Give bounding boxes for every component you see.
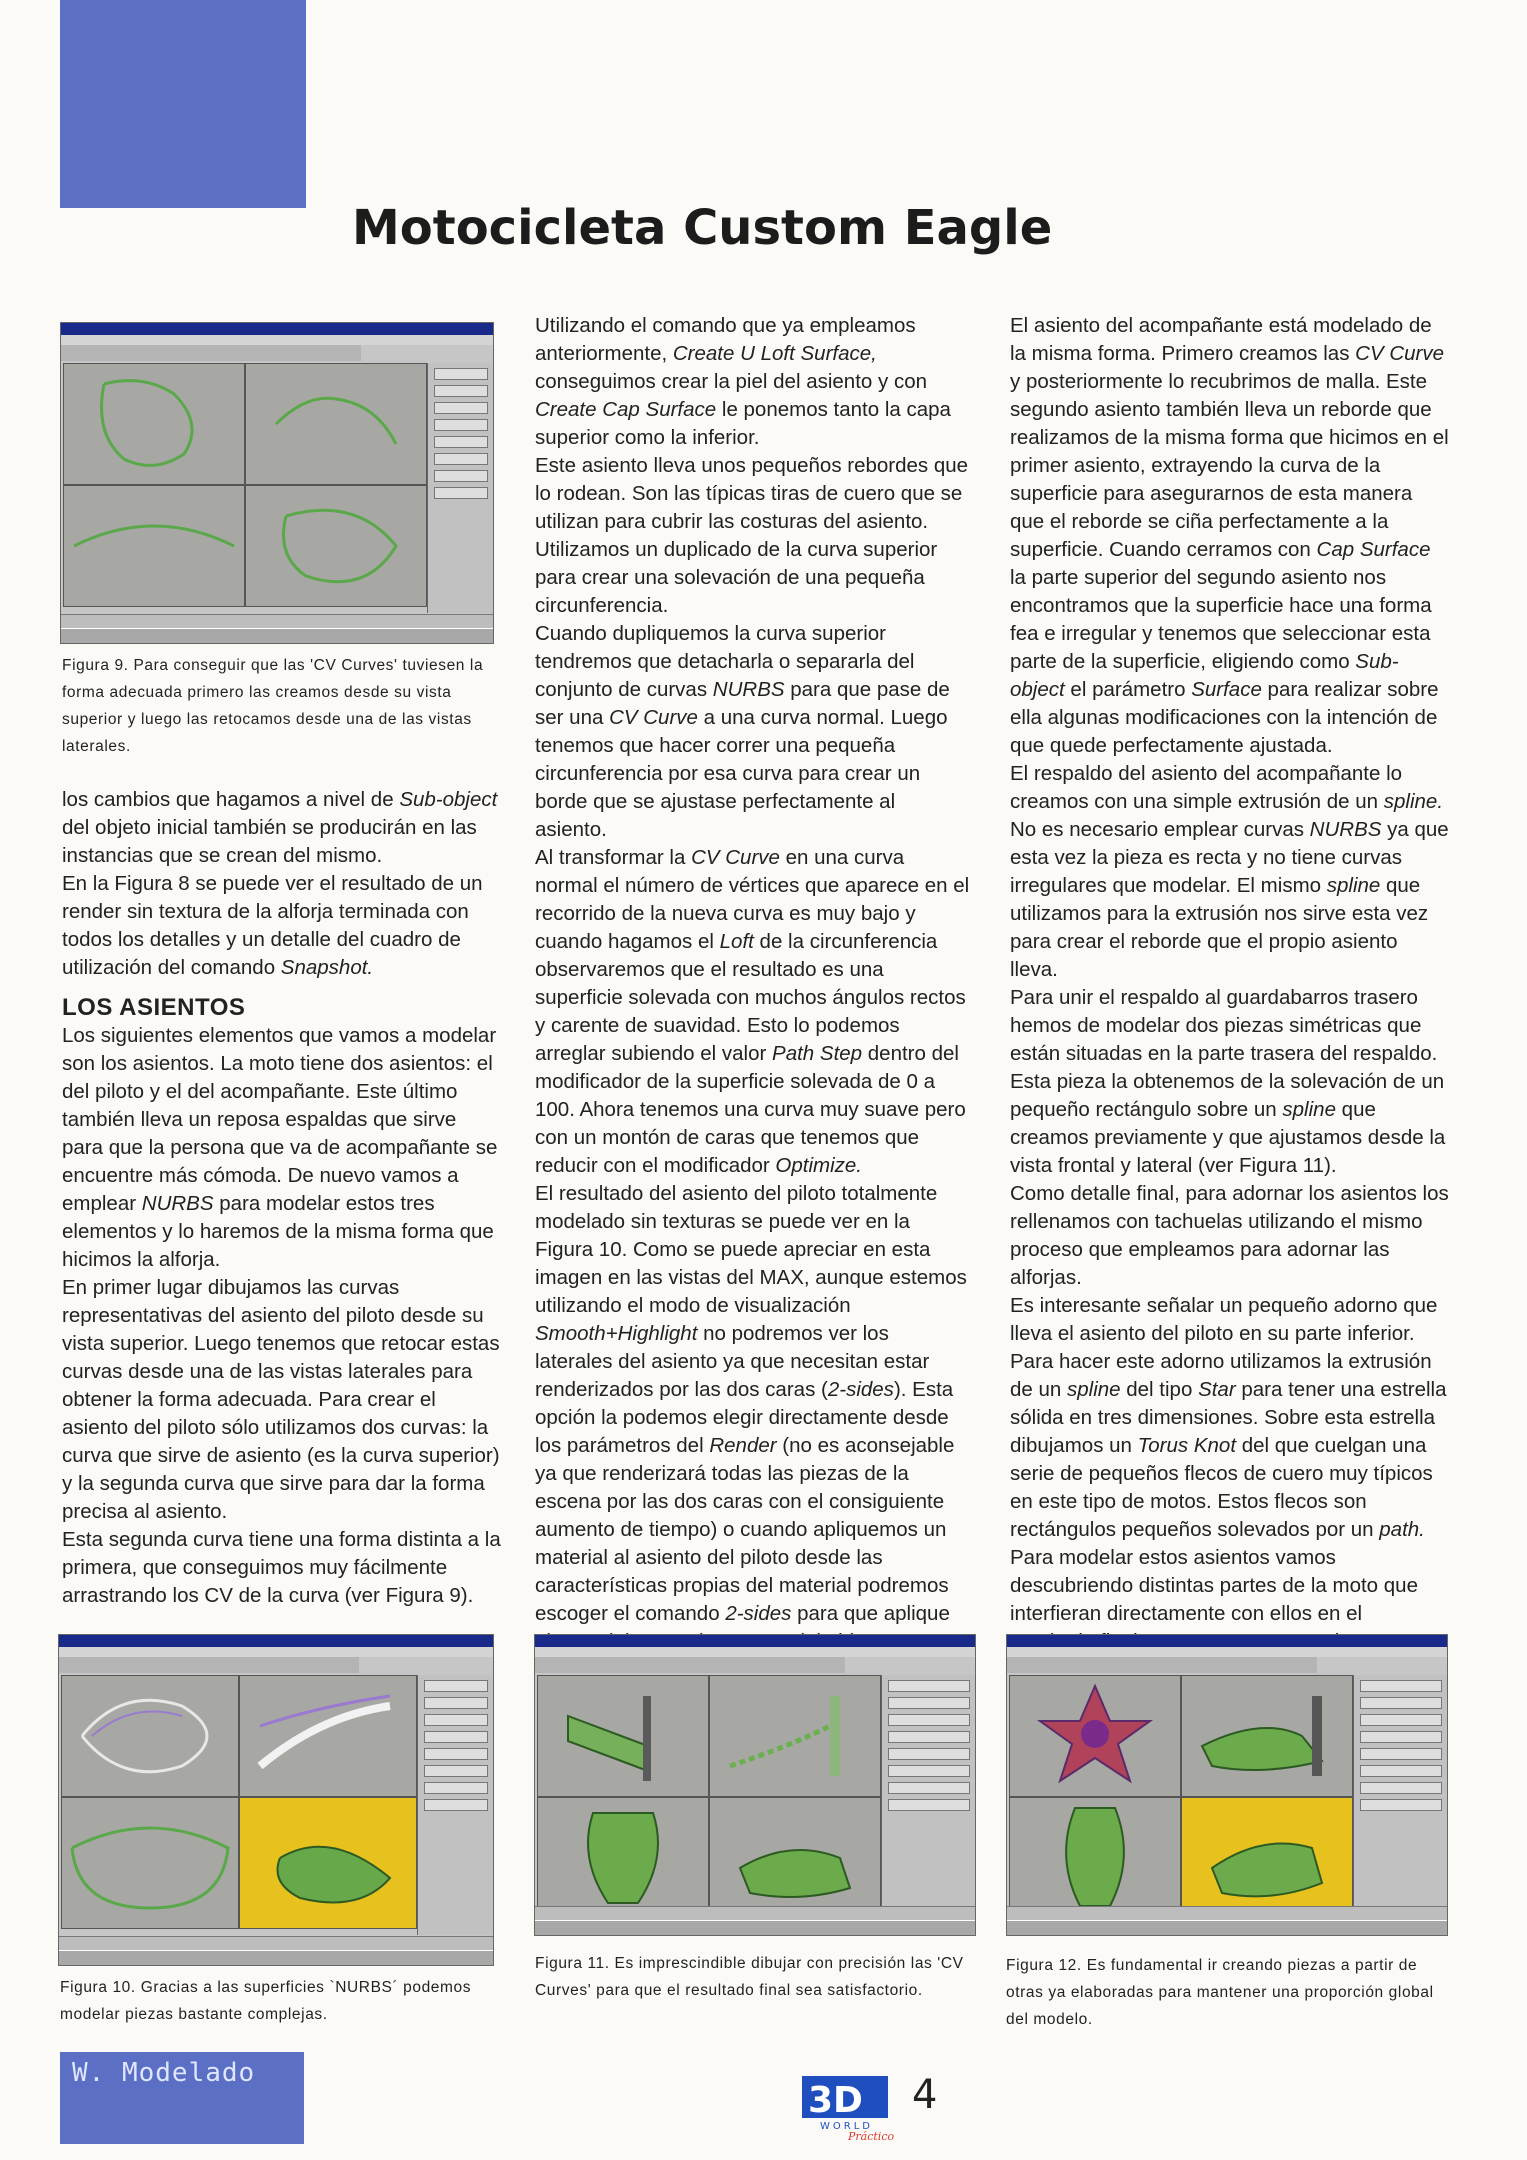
figure-11-caption: Figura 11. Es imprescindible dibujar con precisión las 'CV Curves' para que el resultado final sea satisfactorio. — [535, 1955, 964, 1999]
column-3 — [1010, 312, 1450, 1684]
viewport-top-left — [63, 363, 245, 485]
paragraph: El asiento del acompañante está modelado de la misma forma. Primero creamos las CV Curve y posteriormente lo recubrimos de malla. Este segundo asiento también lleva un reborde que realizamos de la misma forma que hicimos en el primer asiento, extrayendo la curva de la superficie para asegurarnos de esta manera que el reborde se ciña perfectamente a la superficie. Cuando cerramos con Cap Surface la parte superior del segundo asiento nos encontramos que la superficie hace una forma fea e irregular y tenemos que seleccionar esta parte de la superficie, eligiendo como Sub-object el parámetro Surface para realizar sobre ella algunas modificaciones con la intención de que quede perfectamente ajustada. — [1010, 314, 1449, 757]
section-heading: LOS ASIENTOS — [62, 994, 246, 1021]
logo-tag-text: Práctico — [848, 2130, 895, 2142]
paragraph: Esta segunda curva tiene una forma distinta a la primera, que conseguimos muy fácilmente arrastrando los CV de la curva (ver Figura 9). — [62, 1528, 501, 1607]
window-titlebar — [535, 1635, 975, 1647]
viewport-bottom-left — [63, 485, 245, 607]
curve-sketch — [64, 486, 244, 606]
curve-sketch — [246, 364, 426, 484]
menu-bar — [59, 1647, 493, 1657]
viewport-bottom-left — [1009, 1797, 1181, 1917]
taskbar — [535, 1920, 975, 1935]
figure-12-caption: Figura 12. Es fundamental ir creando piezas a partir de otras ya elaboradas para mantener una proporción global del modelo. — [1006, 1957, 1434, 2028]
viewport-bottom-right — [239, 1797, 417, 1929]
figure-10-caption: Figura 10. Gracias a las superficies `NURBS´ podemos modelar piezas bastante complejas. — [60, 1979, 472, 2023]
window-titlebar — [61, 323, 493, 335]
menu-bar — [61, 335, 493, 345]
command-panel — [881, 1675, 976, 1925]
curve-sketch — [62, 1798, 238, 1928]
window-titlebar — [1007, 1635, 1447, 1647]
curve-sketch — [240, 1676, 416, 1796]
viewport-top-left — [61, 1675, 239, 1797]
part-render — [1182, 1676, 1352, 1796]
viewport-top-right — [1181, 1675, 1353, 1797]
page-number: 4 — [912, 2072, 938, 2118]
paragraph: Esta pieza la obtenemos de la solevación de un pequeño rectángulo sobre un spline que creamos previamente y que ajustamos desde la vista frontal y lateral (ver Figura 11). — [1010, 1070, 1446, 1177]
top-blue-tab — [60, 0, 306, 208]
paragraph: Los siguientes elementos que vamos a modelar son los asientos. La moto tiene dos asientos: el del piloto y el del acompañante. Este último también lleva un reposa espaldas que sirve para que la persona que va de acompañante se encuentre más cómoda. De nuevo vamos a emplear NURBS para modelar estos tres elementos y lo haremos de la misma forma que hicimos la alforja. — [62, 1024, 498, 1271]
figure-9-screenshot — [60, 322, 494, 644]
seat-render — [1182, 1798, 1352, 1916]
paragraph: Como detalle final, para adornar los asientos los rellenamos con tachuelas utilizando el mismo proceso que empleamos para adornar las alforjas. — [1010, 1182, 1449, 1289]
curve-sketch — [246, 486, 426, 606]
taskbar — [61, 628, 493, 643]
page-title: Motocicleta Custom Eagle — [352, 200, 1053, 256]
section-label: W. Modelado — [72, 2058, 256, 2088]
status-bar — [535, 1906, 975, 1921]
status-bar — [1007, 1906, 1447, 1921]
paragraph: los cambios que hagamos a nivel de Sub-object del objeto inicial también se producirán en las instancias que se crean del mismo. — [62, 788, 498, 867]
viewport-bottom-right — [709, 1797, 881, 1917]
curve-sketch — [710, 1676, 880, 1796]
taskbar — [59, 1950, 493, 1965]
seat-render — [710, 1798, 880, 1916]
logo-main-text: 3D — [808, 2080, 863, 2121]
window-titlebar — [59, 1635, 493, 1647]
paragraph: En primer lugar dibujamos las curvas representativas del asiento del piloto desde su vista superior. Luego tenemos que retocar estas curvas desde una de las vistas laterales para obtener la forma adecuada. Para crear el asiento del piloto sólo utilizamos dos curvas: la curva que sirve de asiento (es la curva superior) y la segunda curva que sirve para dar la forma precisa al asiento. — [62, 1276, 500, 1523]
star-ornament-render — [1010, 1676, 1180, 1796]
viewport-top-right — [239, 1675, 417, 1797]
paragraph: En la Figura 8 se puede ver el resultado de un render sin textura de la alforja terminada con todos los detalles y un detalle del cuadro de utilización del comando Snapshot. — [62, 872, 483, 979]
paragraph: Es interesante señalar un pequeño adorno que lleva el asiento del piloto en su parte inferior. — [1010, 1294, 1438, 1345]
seat-render — [240, 1798, 416, 1928]
viewport-top-right — [709, 1675, 881, 1797]
toolbar — [61, 345, 361, 361]
curve-sketch — [64, 364, 244, 484]
figure-12-screenshot — [1006, 1634, 1448, 1936]
column-2 — [535, 312, 971, 1656]
curve-sketch — [62, 1676, 238, 1796]
figure-11-screenshot — [534, 1634, 976, 1936]
3d-world-logo-icon — [798, 2072, 898, 2142]
magazine-logo — [798, 2072, 898, 2147]
status-bar — [59, 1936, 493, 1951]
toolbar — [535, 1657, 845, 1673]
viewport-top-right — [245, 363, 427, 485]
paragraph: Este asiento lleva unos pequeños rebordes que lo rodean. Son las típicas tiras de cuero que se utilizan para cubrir las costuras del asiento. Utilizamos un duplicado de la curva superior para crear una solevación de una pequeña circunferencia. — [535, 454, 969, 617]
paragraph: Para modelar estos asientos vamos descubriendo distintas partes de la moto que interfieran directamente con ellos en el — [1010, 1546, 1418, 1625]
taskbar — [1007, 1920, 1447, 1935]
paragraph: Cuando dupliquemos la curva superior tendremos que detacharla o separarla del conjunto de curvas NURBS para que pase de ser una CV Curve a una curva normal. Luego tenemos que hacer correr una pequeña circunferencia por esa curva para crear un borde que se ajustase perfectamente al asiento. — [535, 622, 950, 841]
paragraph: Para hacer este adorno utilizamos la extrusión de un spline del tipo Star para tener una estrella sólida en tres dimensiones. Sobre esta estrella dibujamos un Torus Knot del que cuelgan una serie de pequeños flecos de cuero muy típicos en este tipo de motos. Estos flecos son rectángulos pequeños solevados por un path. — [1010, 1350, 1447, 1541]
toolbar — [59, 1657, 359, 1673]
paragraph: Al transformar la CV Curve en una curva normal el número de vértices que aparece en el recorrido de la nueva curva es muy bajo y cuando hagamos el Loft de la circunferencia observaremos que el resultado es una superficie solevada con muchos ángulos rectos y carente de suavidad. Esto lo podemos arreglar subiendo el valor Path Step dentro del modificador de la superficie solevada de 0 a 100. Ahora tenemos una curva muy suave pero con un montón de caras que tenemos que reducir con el modificador Optimize. — [535, 846, 970, 1177]
logo-sub-text: WORLD — [820, 2121, 873, 2132]
seat-render — [538, 1798, 708, 1916]
command-panel — [427, 363, 494, 613]
column-1 — [62, 786, 502, 1610]
viewport-bottom-right — [245, 485, 427, 607]
viewport-top-left — [537, 1675, 709, 1797]
command-panel — [1353, 1675, 1448, 1925]
paragraph: Para unir el respaldo al guardabarros trasero hemos de modelar dos piezas simétricas que están situadas en la parte trasera del respaldo. — [1010, 986, 1438, 1065]
menu-bar — [1007, 1647, 1447, 1657]
viewport-bottom-right — [1181, 1797, 1353, 1917]
figure-10-screenshot — [58, 1634, 494, 1966]
seat-render — [1010, 1798, 1180, 1916]
paragraph: El resultado del asiento del piloto totalmente modelado sin texturas se puede ver en la Figura 10. Como se puede apreciar en esta imagen en las vistas del MAX, aunque estemos utilizando el modo de visualización Smooth+Highlight no podremos ver los laterales del asiento ya que necesitan estar renderizados por las dos caras (2-sides). Esta opción la podemos elegir directamente desde los parámetros del Render (no es aconsejable ya que renderizará todas las piezas de la escena por las dos caras con el consiguiente aumento de tiempo) o cuando apliquemos un material al asiento del piloto desde las características propias del material podremos escoger el comando 2-sides para que aplique — [535, 1182, 967, 1625]
part-render — [538, 1676, 708, 1796]
status-bar — [61, 614, 493, 629]
figure-9-caption: Figura 9. Para conseguir que las 'CV Curves' tuviesen la forma adecuada primero las creamos desde su vista superior y luego las retocamos desde una de las vistas laterales. — [62, 657, 484, 755]
paragraph: El respaldo del asiento del acompañante lo creamos con una simple extrusión de un spline. No es necesario emplear curvas NURBS ya que esta vez la pieza es recta y no tiene curvas irregulares que modelar. El mismo spline que utilizamos para la extrusión nos sirve esta vez para crear el reborde que el propio asiento lleva. — [1010, 762, 1449, 981]
viewport-bottom-left — [537, 1797, 709, 1917]
menu-bar — [535, 1647, 975, 1657]
viewport-bottom-left — [61, 1797, 239, 1929]
command-panel — [417, 1675, 494, 1935]
paragraph: Utilizando el comando que ya empleamos anteriormente, Create U Loft Surface, conseguimos crear la piel del asiento y con Create Cap Surface le ponemos tanto la capa superior como la inferior. — [535, 314, 951, 449]
toolbar — [1007, 1657, 1317, 1673]
viewport-top-left — [1009, 1675, 1181, 1797]
